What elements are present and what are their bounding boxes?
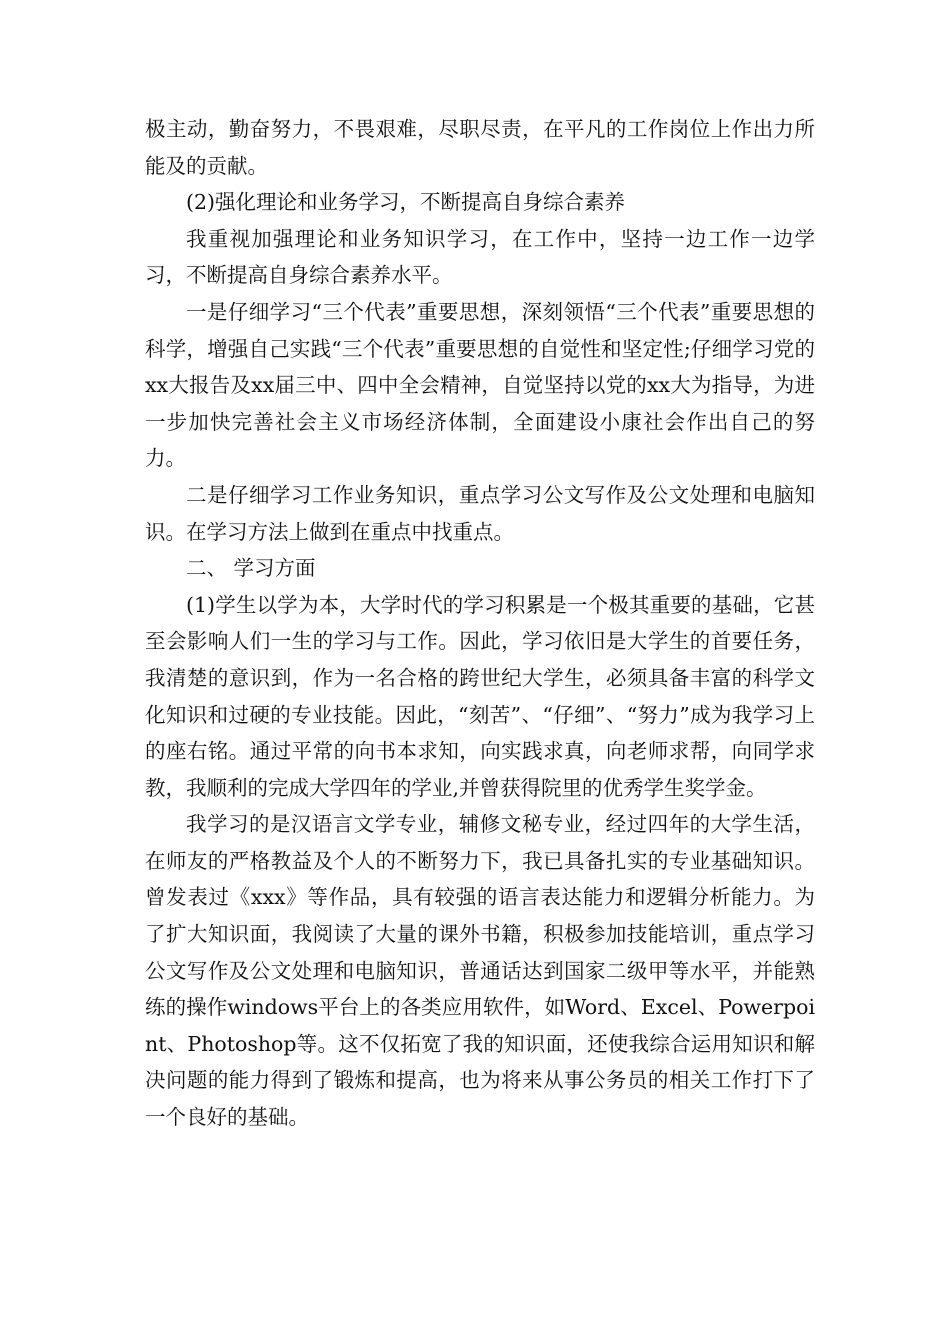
paragraph-2-heading: (2)强化理论和业务学习，不断提高自身综合素养 xyxy=(186,190,626,215)
document-body xyxy=(145,111,815,1136)
paragraph-7: (1)学生以学为本，大学时代的学习积累是一个极其重要的基础，它甚至会影响人们一生的学习与工作。因此，学习依旧是大学生的首要任务，我清楚的意识到，作为一名合格的跨世纪大学生，必须具备丰富的科学文化知识和过硬的专业技能。因此，“刻苦”、“仔细”、“努力”成为我学习上的座右铭。通过平常的向书本求知，向实践求真，向老师求帮，向同学求教，我顺利的完成大学四年的学业,并曾获得院里的优秀学生奖学金。 xyxy=(145,592,815,800)
paragraph-5: 二是仔细学习工作业务知识，重点学习公文写作及公文处理和电脑知识。在学习方法上做到在重点中找重点。 xyxy=(145,482,815,544)
section-heading-study: 二、 学习方面 xyxy=(186,556,316,581)
paragraph-1: 极主动，勤奋努力，不畏艰难，尽职尽责，在平凡的工作岗位上作出力所能及的贡献。 xyxy=(145,117,815,178)
paragraph-4: 一是仔细学习“三个代表”重要思想，深刻领悟“三个代表”重要思想的科学，增强自己实践“三个代表”重要思想的自觉性和坚定性;仔细学习党的xx大报告及xx届三中、四中全会精神，自觉坚持以党的xx大为指导，为进一步加快完善社会主义市场经济体制，全面建设小康社会作出自己的努力。 xyxy=(145,299,815,471)
paragraph-3: 我重视加强理论和业务知识学习，在工作中，坚持一边工作一边学习，不断提高自身综合素养水平。 xyxy=(145,226,815,288)
paragraph-8: 我学习的是汉语言文学专业，辅修文秘专业，经过四年的大学生活，在师友的严格教益及个人的不断努力下，我已具备扎实的专业基础知识。曾发表过《xxx》等作品，具有较强的语言表达能力和逻辑分析能力。为了扩大知识面，我阅读了大量的课外书籍，积极参加技能培训，重点学习公文写作及公文处理和电脑知识，普通话达到国家二级甲等水平，并能熟练的操作windows平台上的各类应用软件，如Word、Excel、Powerpoint、Photoshop等。这不仅拓宽了我的知识面，还使我综合运用知识和解决问题的能力得到了锻炼和提高，也为将来从事公务员的相关工作打下了一个良好的基础。 xyxy=(145,812,815,1130)
